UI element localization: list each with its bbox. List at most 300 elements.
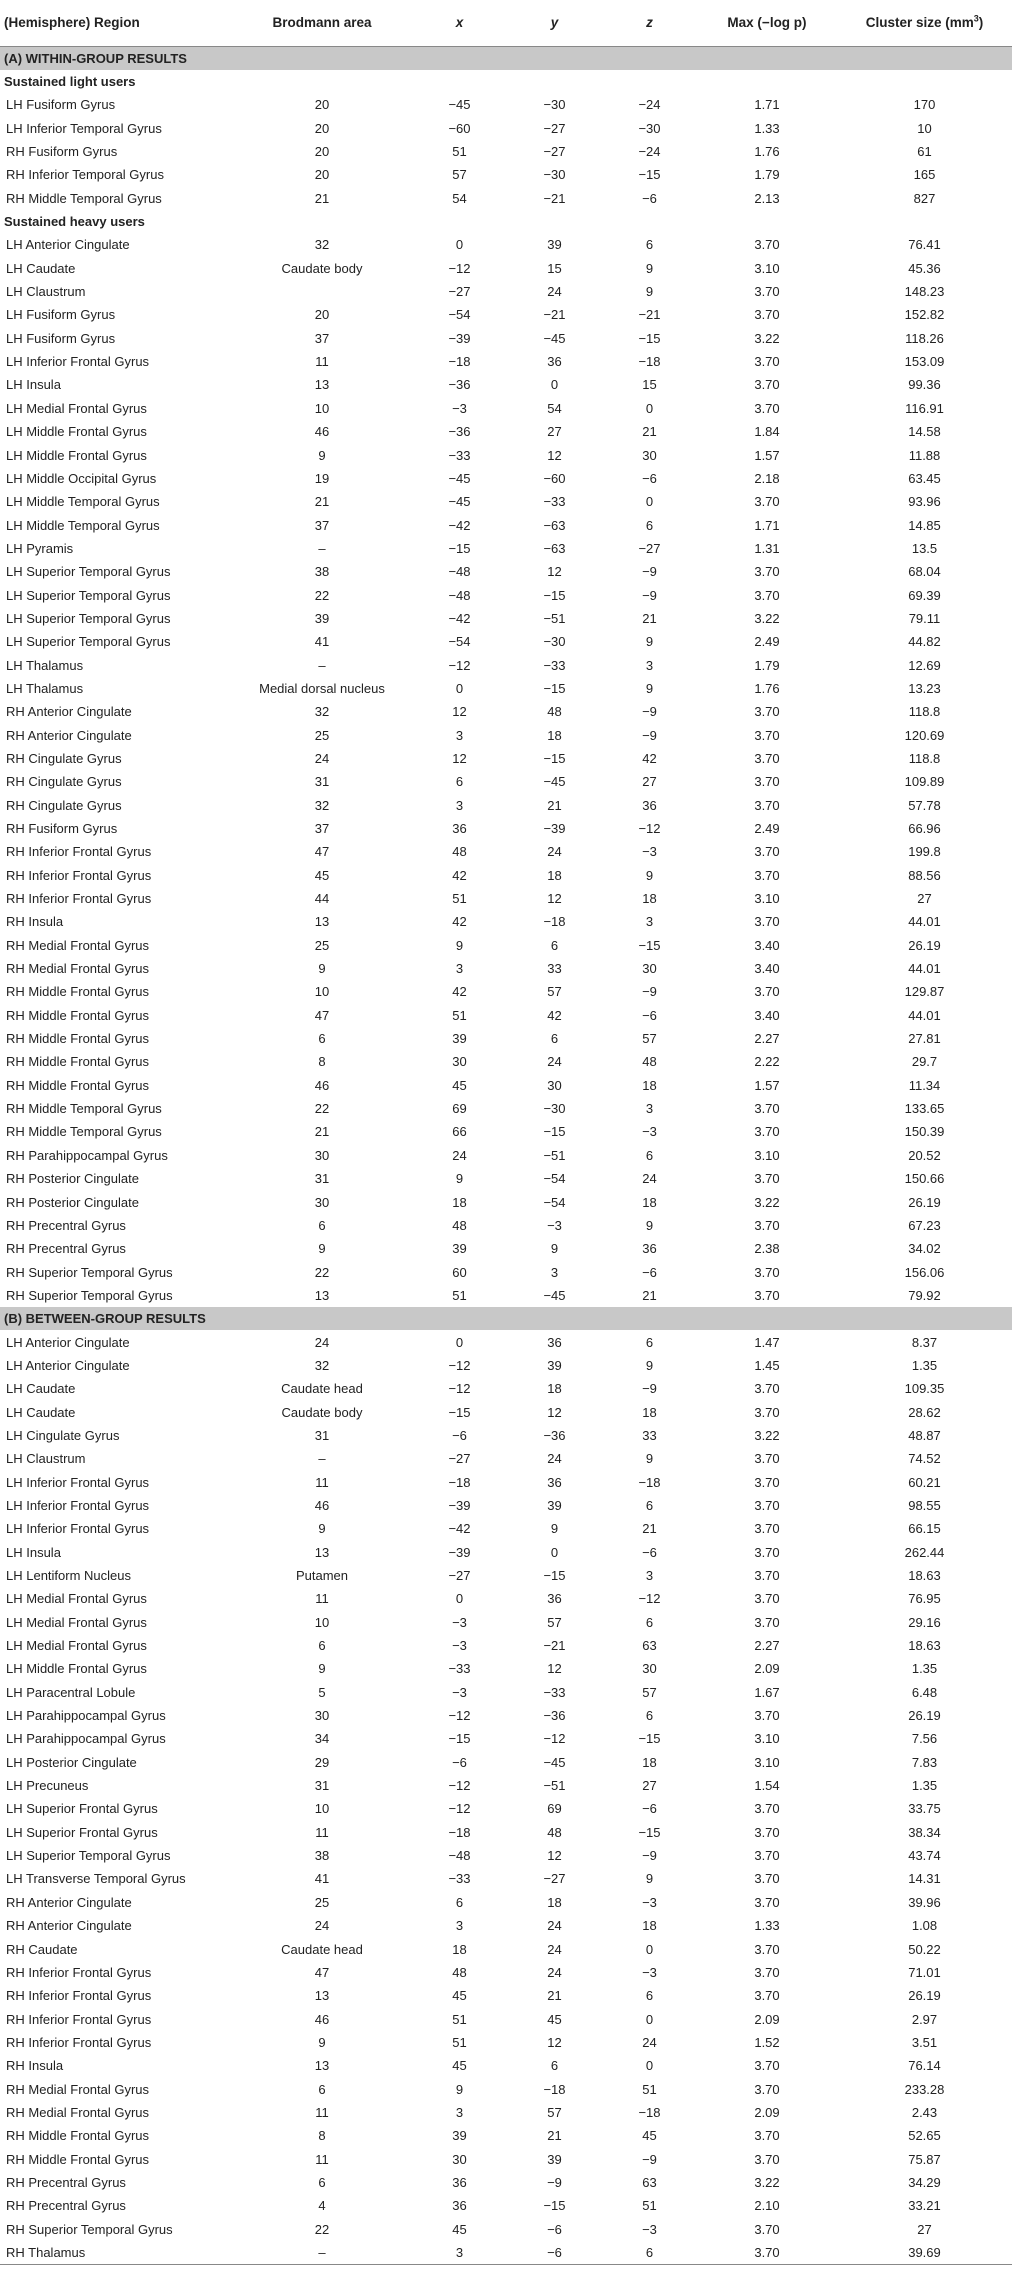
cell-brodmann-area: 20 — [314, 144, 330, 160]
cell-y: −30 — [543, 167, 566, 183]
cell-z: 6 — [645, 1988, 654, 2004]
cell-x: 9 — [455, 1171, 464, 1187]
cell-z: 30 — [642, 1661, 657, 1677]
cell-max-log-p: 1.31 — [754, 540, 780, 556]
cell-brodmann-area: 6 — [318, 2174, 326, 2190]
cell-z: 9 — [645, 260, 654, 276]
cell-y: −30 — [543, 1101, 566, 1117]
cell-cluster-size: 20.52 — [908, 1147, 941, 1163]
cell-z: 9 — [645, 284, 654, 300]
cell-region: RH Anterior Cingulate — [6, 1894, 132, 1910]
cell-max-log-p: 3.70 — [754, 1941, 780, 1957]
cell-y: −18 — [543, 914, 566, 930]
cell-brodmann-area: 5 — [318, 1684, 326, 1700]
cell-brodmann-area: 32 — [314, 797, 330, 813]
cell-x: 54 — [452, 190, 467, 206]
header-cluster-size-close: ) — [978, 15, 984, 31]
cell-y: 39 — [547, 2151, 562, 2167]
table-row — [0, 1167, 1012, 1190]
cell-brodmann-area: 37 — [314, 330, 330, 346]
cell-y: 12 — [547, 1848, 562, 1864]
header-cluster-size-exponent: 3 — [973, 13, 979, 24]
cell-cluster-size: 1.35 — [911, 1357, 938, 1373]
cell-x: 12 — [452, 704, 467, 720]
cell-region: RH Superior Temporal Gyrus — [6, 1264, 173, 1280]
cell-z: −15 — [638, 167, 661, 183]
cell-region: RH Precentral Gyrus — [6, 2174, 126, 2190]
cell-y: −9 — [547, 2174, 562, 2190]
cell-max-log-p: 2.10 — [754, 2198, 780, 2214]
cell-y: 18 — [547, 1894, 562, 1910]
cell-cluster-size: 33.21 — [908, 2198, 941, 2214]
cell-z: 6 — [645, 1614, 654, 1630]
cell-max-log-p: 3.40 — [754, 1007, 780, 1023]
table-row — [0, 1237, 1012, 1260]
cell-region: LH Claustrum — [6, 284, 86, 300]
cell-y: 48 — [547, 704, 562, 720]
cell-z: −27 — [638, 540, 661, 556]
cell-brodmann-area: 9 — [318, 1661, 326, 1677]
table-row — [0, 1120, 1012, 1143]
cell-y: 6 — [550, 1031, 559, 1047]
cell-region: LH Middle Frontal Gyrus — [6, 447, 147, 463]
cell-region: LH Cingulate Gyrus — [6, 1427, 120, 1443]
cell-x: −6 — [452, 1754, 467, 1770]
cell-brodmann-area: Caudate body — [281, 1404, 363, 1420]
cell-region: RH Inferior Frontal Gyrus — [6, 891, 152, 907]
cell-x: −18 — [448, 354, 471, 370]
cell-max-log-p: 3.70 — [754, 400, 780, 416]
table-row — [0, 187, 1012, 210]
cell-x: −45 — [448, 97, 471, 113]
cell-region: RH Fusiform Gyrus — [6, 144, 118, 160]
cell-brodmann-area: 13 — [314, 2058, 330, 2074]
cell-cluster-size: 153.09 — [904, 354, 945, 370]
cell-max-log-p: 2.09 — [754, 2011, 780, 2027]
cell-max-log-p: 1.33 — [754, 120, 780, 136]
cell-y: 45 — [547, 2011, 562, 2027]
cell-max-log-p: 3.70 — [754, 1988, 780, 2004]
cell-y: 24 — [547, 284, 562, 300]
section-header-row — [0, 46, 1012, 70]
cell-y: −15 — [543, 1568, 566, 1584]
cell-max-log-p: 3.70 — [754, 1404, 780, 1420]
table-row — [0, 1681, 1012, 1704]
cell-x: 51 — [452, 1287, 467, 1303]
cell-cluster-size: 827 — [913, 190, 936, 206]
cell-region: LH Caudate — [6, 1404, 76, 1420]
cell-region: RH Anterior Cingulate — [6, 727, 132, 743]
cell-region: LH Medial Frontal Gyrus — [6, 1591, 147, 1607]
cell-cluster-size: 39.69 — [837, 2241, 1012, 2265]
cell-x: −42 — [448, 1521, 471, 1537]
cell-region: LH Middle Temporal Gyrus — [6, 517, 160, 533]
cell-region: RH Insula — [6, 914, 64, 930]
cell-brodmann-area: 30 — [314, 1194, 330, 1210]
cell-region: RH Inferior Frontal Gyrus — [6, 2011, 152, 2027]
table-row — [0, 2171, 1012, 2194]
group-subtitle: Sustained heavy users — [4, 214, 145, 230]
cell-x: −12 — [448, 1357, 471, 1373]
cell-region: LH Medial Frontal Gyrus — [6, 400, 147, 416]
cell-brodmann-area: 4 — [318, 2198, 326, 2214]
cell-x: −12 — [448, 1381, 471, 1397]
cell-z: 21 — [642, 610, 657, 626]
cell-x: −18 — [448, 1474, 471, 1490]
cell-y: −33 — [543, 1684, 566, 1700]
cell-max-log-p: 3.70 — [754, 1451, 780, 1467]
cell-z: −9 — [642, 2151, 657, 2167]
cell-max-log-p: 3.70 — [754, 2081, 780, 2097]
table-row — [0, 817, 1012, 840]
cell-y: −27 — [543, 120, 566, 136]
table-row — [0, 2124, 1012, 2147]
cell-max-log-p: 3.10 — [754, 891, 780, 907]
cell-cluster-size: 79.92 — [908, 1287, 941, 1303]
table-row — [0, 327, 1012, 350]
cell-cluster-size: 66.96 — [908, 821, 941, 837]
cell-z: 15 — [642, 377, 657, 393]
cell-x: 39 — [452, 1241, 467, 1257]
cell-max-log-p: 3.22 — [754, 1427, 780, 1443]
cell-cluster-size: 74.52 — [908, 1451, 941, 1467]
cell-y: 36 — [547, 1474, 562, 1490]
cell-region: RH Superior Temporal Gyrus — [6, 2221, 173, 2237]
table-row — [0, 397, 1012, 420]
table-row — [0, 1214, 1012, 1237]
table-row — [0, 1027, 1012, 1050]
cell-max-log-p: 3.70 — [754, 1614, 780, 1630]
cell-z: 3 — [645, 657, 654, 673]
cell-max-log-p: 3.70 — [754, 1568, 780, 1584]
cell-max-log-p: 3.10 — [754, 1754, 780, 1770]
cell-region: RH Precentral Gyrus — [6, 1217, 126, 1233]
cell-brodmann-area: 13 — [314, 1988, 330, 2004]
cell-z: −9 — [642, 704, 657, 720]
cell-region: LH Anterior Cingulate — [6, 1357, 130, 1373]
cell-max-log-p: 3.70 — [754, 494, 780, 510]
cell-y: 39 — [547, 1497, 562, 1513]
table-row — [0, 2054, 1012, 2077]
table-row — [0, 2241, 1012, 2265]
cell-region: LH Superior Temporal Gyrus — [6, 634, 171, 650]
cell-brodmann-area: 38 — [314, 1848, 330, 1864]
cell-region: LH Parahippocampal Gyrus — [6, 1708, 166, 1724]
cell-x: −18 — [448, 1824, 471, 1840]
table-row — [0, 1330, 1012, 1353]
cell-brodmann-area: 6 — [318, 1217, 326, 1233]
cell-region: LH Precuneus — [6, 1778, 89, 1794]
cell-z: 6 — [645, 1147, 654, 1163]
cell-z: −9 — [642, 984, 657, 1000]
cell-y: −54 — [543, 1171, 566, 1187]
cell-y: 39 — [547, 1357, 562, 1373]
cell-max-log-p: 2.09 — [754, 1661, 780, 1677]
cell-max-log-p: 3.70 — [754, 1801, 780, 1817]
table-row — [0, 1494, 1012, 1517]
cell-z: 18 — [642, 1194, 657, 1210]
table-row — [0, 1097, 1012, 1120]
cell-y: 18 — [547, 727, 562, 743]
cell-brodmann-area: 20 — [314, 97, 330, 113]
cell-cluster-size: 26.19 — [908, 937, 941, 953]
cell-y: 12 — [547, 1661, 562, 1677]
cell-x: 18 — [452, 1194, 467, 1210]
cell-z: 6 — [645, 1334, 654, 1350]
cell-brodmann-area: 11 — [315, 2104, 329, 2120]
cell-cluster-size: 44.82 — [908, 634, 941, 650]
section-title: (A) WITHIN-GROUP RESULTS — [0, 46, 1012, 70]
cell-y: −51 — [543, 610, 566, 626]
cell-brodmann-area: 6 — [318, 1031, 326, 1047]
cell-y: 15 — [547, 260, 562, 276]
cell-max-log-p: 2.38 — [754, 1241, 780, 1257]
cell-max-log-p: 3.70 — [754, 2151, 780, 2167]
cell-z: 9 — [645, 1871, 654, 1887]
cell-x: −6 — [452, 1427, 467, 1443]
cell-max-log-p: 3.10 — [754, 1731, 780, 1747]
cell-y: −54 — [543, 1194, 566, 1210]
table-row — [0, 1424, 1012, 1447]
cell-max-log-p: 1.67 — [754, 1684, 780, 1700]
cell-region: RH Thalamus — [0, 2241, 232, 2265]
table-row — [0, 513, 1012, 536]
cell-x: −15 — [448, 540, 471, 556]
cell-z: 21 — [642, 1521, 657, 1537]
cell-y: −6 — [547, 2221, 562, 2237]
cell-brodmann-area: Caudate body — [281, 260, 363, 276]
cell-max-log-p: 1.57 — [754, 1077, 780, 1093]
cell-max-log-p: 2.27 — [754, 1031, 780, 1047]
cell-x: −33 — [448, 1871, 471, 1887]
cell-z: 42 — [642, 750, 657, 766]
cell-region: LH Transverse Temporal Gyrus — [6, 1871, 186, 1887]
cell-brodmann-area: 32 — [314, 237, 330, 253]
cell-max-log-p: 3.70 — [754, 1591, 780, 1607]
table-row — [0, 140, 1012, 163]
cell-cluster-size: 29.7 — [911, 1054, 938, 1070]
cell-z: 6 — [602, 2241, 697, 2265]
cell-region: LH Insula — [6, 377, 61, 393]
cell-y: −30 — [543, 97, 566, 113]
cell-cluster-size: 99.36 — [908, 377, 941, 393]
cell-cluster-size: 33.75 — [908, 1801, 941, 1817]
cell-brodmann-area: 13 — [314, 1287, 330, 1303]
table-row — [0, 1891, 1012, 1914]
cell-x: 66 — [452, 1124, 467, 1140]
cell-cluster-size: 109.35 — [904, 1381, 945, 1397]
cell-region: LH Inferior Temporal Gyrus — [6, 120, 162, 136]
table-row — [0, 840, 1012, 863]
cell-brodmann-area: 25 — [314, 727, 330, 743]
cell-brodmann-area: 32 — [314, 704, 330, 720]
cell-y: 12 — [547, 2034, 562, 2050]
cell-cluster-size: 170 — [913, 97, 936, 113]
cell-cluster-size: 18.63 — [908, 1568, 941, 1584]
cell-z: 0 — [645, 1941, 654, 1957]
table-row — [0, 1447, 1012, 1470]
cell-brodmann-area: 25 — [314, 1894, 330, 1910]
cell-x: −42 — [448, 610, 471, 626]
table-row — [0, 2007, 1012, 2030]
header-brodmann-area: Brodmann area — [232, 0, 412, 46]
cell-brodmann-area: 41 — [314, 1871, 330, 1887]
cell-cluster-size: 26.19 — [908, 1988, 941, 2004]
cell-max-log-p: 3.70 — [754, 2128, 780, 2144]
table-row — [0, 1727, 1012, 1750]
cell-brodmann-area: 21 — [314, 190, 330, 206]
cell-cluster-size: 120.69 — [904, 727, 945, 743]
table-row — [0, 1867, 1012, 1890]
cell-brodmann-area: 47 — [314, 1007, 330, 1023]
table-row — [0, 583, 1012, 606]
cell-max-log-p: 2.18 — [754, 470, 780, 486]
cell-x: 3 — [455, 797, 464, 813]
cell-region: RH Inferior Frontal Gyrus — [6, 844, 152, 860]
cell-region: RH Posterior Cingulate — [6, 1194, 139, 1210]
cell-y: −21 — [543, 1638, 566, 1654]
table-row — [0, 1914, 1012, 1937]
cell-region: RH Middle Temporal Gyrus — [6, 1124, 162, 1140]
cell-cluster-size: 13.5 — [911, 540, 938, 556]
cell-region: LH Superior Temporal Gyrus — [6, 587, 171, 603]
cell-cluster-size: 98.55 — [908, 1497, 941, 1513]
cell-cluster-size: 60.21 — [908, 1474, 941, 1490]
table-row — [0, 303, 1012, 326]
cell-max-log-p: 3.70 — [754, 1871, 780, 1887]
cell-z: 48 — [642, 1054, 657, 1070]
table-row — [0, 2101, 1012, 2124]
cell-brodmann-area: 38 — [314, 564, 330, 580]
cell-x: −12 — [448, 1708, 471, 1724]
cell-region: LH Fusiform Gyrus — [6, 330, 116, 346]
table-row — [0, 117, 1012, 140]
cell-brodmann-area: 29 — [314, 1754, 330, 1770]
cell-cluster-size: 48.87 — [908, 1427, 941, 1443]
cell-y: −36 — [543, 1427, 566, 1443]
cell-brodmann-area: 9 — [318, 2034, 326, 2050]
cell-x: 48 — [452, 1964, 467, 1980]
cell-max-log-p: 3.70 — [754, 284, 780, 300]
cell-y: 18 — [547, 1381, 562, 1397]
cell-z: −9 — [642, 1381, 657, 1397]
cell-max-log-p: 1.52 — [754, 2034, 780, 2050]
cell-z: −15 — [638, 1824, 661, 1840]
table-row — [0, 1797, 1012, 1820]
cell-x: 45 — [452, 2221, 467, 2237]
cell-region: RH Medial Frontal Gyrus — [6, 937, 150, 953]
cell-y: 42 — [547, 1007, 562, 1023]
cell-y: −45 — [543, 1287, 566, 1303]
table-row — [0, 794, 1012, 817]
cell-region: LH Lentiform Nucleus — [6, 1568, 131, 1584]
cell-max-log-p: 3.70 — [754, 797, 780, 813]
cell-brodmann-area: 11 — [315, 2151, 329, 2167]
cell-y: 21 — [547, 797, 562, 813]
cell-y: −3 — [547, 1217, 562, 1233]
cell-z: 0 — [645, 400, 654, 416]
cell-x: −33 — [448, 447, 471, 463]
table-row — [0, 350, 1012, 373]
cell-brodmann-area: 47 — [314, 1964, 330, 1980]
cell-max-log-p: 2.49 — [754, 634, 780, 650]
table-row — [0, 723, 1012, 746]
cell-region: LH Fusiform Gyrus — [6, 307, 116, 323]
cell-z: 18 — [642, 1077, 657, 1093]
cell-brodmann-area: – — [318, 657, 326, 673]
cell-cluster-size: 69.39 — [908, 587, 941, 603]
table-row — [0, 2217, 1012, 2240]
cell-z: 51 — [642, 2198, 657, 2214]
cell-region: RH Fusiform Gyrus — [6, 821, 118, 837]
cell-y: 24 — [547, 1964, 562, 1980]
cell-cluster-size: 45.36 — [908, 260, 941, 276]
cell-z: −3 — [642, 844, 657, 860]
cell-brodmann-area: 9 — [318, 447, 326, 463]
cell-max-log-p: 1.71 — [754, 517, 780, 533]
cell-x: 69 — [452, 1101, 467, 1117]
cell-max-log-p: 2.09 — [754, 2104, 780, 2120]
cell-x: 51 — [452, 144, 467, 160]
cell-brodmann-area: 22 — [314, 1101, 330, 1117]
cell-z: 57 — [642, 1684, 657, 1700]
table-row — [0, 2147, 1012, 2170]
header-z: z — [602, 0, 697, 46]
cell-y: −30 — [543, 634, 566, 650]
cell-x: 45 — [452, 2058, 467, 2074]
cell-x: −36 — [448, 424, 471, 440]
cell-region: LH Superior Frontal Gyrus — [6, 1801, 158, 1817]
cell-y: −15 — [543, 1124, 566, 1140]
cell-cluster-size: 3.51 — [911, 2034, 938, 2050]
cell-max-log-p: 3.70 — [754, 1474, 780, 1490]
table-row — [0, 1984, 1012, 2007]
cell-y: −6 — [507, 2241, 602, 2265]
cell-x: 18 — [452, 1941, 467, 1957]
table-row — [0, 420, 1012, 443]
cell-cluster-size: 133.65 — [904, 1101, 945, 1117]
cell-brodmann-area: 6 — [318, 2081, 326, 2097]
cell-region: LH Paracentral Lobule — [6, 1684, 136, 1700]
table-row — [0, 2077, 1012, 2100]
cell-cluster-size: 165 — [913, 167, 936, 183]
cell-cluster-size: 39.96 — [908, 1894, 941, 1910]
cell-region: RH Posterior Cingulate — [6, 1171, 139, 1187]
cell-region: LH Pyramis — [6, 540, 74, 556]
cell-x: 0 — [455, 680, 464, 696]
cell-x: −3 — [452, 1638, 467, 1654]
table-row — [0, 1400, 1012, 1423]
header-row — [0, 0, 1012, 46]
cell-region: RH Anterior Cingulate — [6, 704, 132, 720]
cell-brodmann-area: 19 — [314, 470, 330, 486]
cell-x: −48 — [448, 587, 471, 603]
cell-region: RH Medial Frontal Gyrus — [6, 2081, 150, 2097]
cell-brodmann-area: 20 — [314, 307, 330, 323]
cell-brodmann-area: 46 — [314, 1077, 330, 1093]
table-row — [0, 257, 1012, 280]
cell-y: −36 — [543, 1708, 566, 1724]
cell-z: −18 — [638, 2104, 661, 2120]
cell-brodmann-area: 41 — [314, 634, 330, 650]
table-row — [0, 677, 1012, 700]
cell-x: 6 — [455, 1894, 464, 1910]
cell-y: −51 — [543, 1778, 566, 1794]
table-row — [0, 1751, 1012, 1774]
cell-z: −3 — [642, 2221, 657, 2237]
cell-y: 24 — [547, 844, 562, 860]
cell-x: 6 — [455, 774, 464, 790]
